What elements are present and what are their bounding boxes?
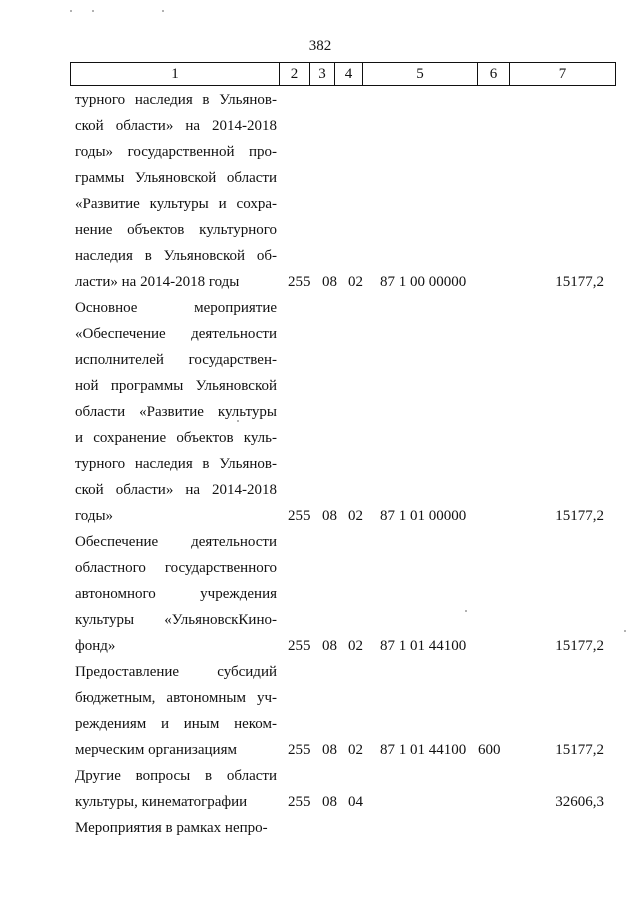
description-line: культуры, кинематографии <box>75 794 248 810</box>
column-header-row <box>71 63 616 86</box>
sum-value: 32606,3 <box>555 794 604 810</box>
page-number: 382 <box>308 38 332 54</box>
description-line: ской области» на 2014-2018 <box>75 118 277 134</box>
column-header-table <box>70 62 616 86</box>
target-article-code: 87 1 00 00000 <box>380 274 467 290</box>
row-description <box>75 763 277 815</box>
column-header-target-code: 5 <box>363 63 478 86</box>
row-description <box>75 87 277 295</box>
description-line: бюджетным, автономным уч- <box>75 690 277 706</box>
description-line: области «Развитие культуры <box>75 404 277 420</box>
description-line: фонд» <box>75 638 116 654</box>
description-line: наследия в Ульяновской об- <box>75 248 277 264</box>
sum-value: 15177,2 <box>555 274 604 290</box>
target-article-code: 87 1 01 44100 <box>380 742 467 758</box>
description-line: ласти» на 2014-2018 годы <box>75 274 240 290</box>
description-line: Предоставление субсидий <box>75 664 277 680</box>
admin-code: 255 <box>288 508 311 524</box>
description-line: годы» <box>75 508 114 524</box>
row-description <box>75 659 277 763</box>
sum-value: 15177,2 <box>555 638 604 654</box>
description-line: «Обеспечение деятельности <box>75 326 277 342</box>
description-line: ской области» на 2014-2018 <box>75 482 277 498</box>
target-article-code: 87 1 01 44100 <box>380 638 467 654</box>
section-code: 08 <box>322 274 337 290</box>
table-row <box>0 529 640 659</box>
column-header-description: 1 <box>71 63 280 86</box>
description-line: годы» государственной про- <box>75 144 277 160</box>
expense-kind-code: 600 <box>478 742 501 758</box>
description-line: Мероприятия в рамках непро- <box>75 820 268 836</box>
description-line: и сохранение объектов куль- <box>75 430 277 446</box>
section-code: 08 <box>322 638 337 654</box>
table-row <box>0 659 640 763</box>
sum-value: 15177,2 <box>555 508 604 524</box>
column-header-sum: 7 <box>510 63 616 86</box>
description-line: Обеспечение деятельности <box>75 534 277 550</box>
column-header-admin: 2 <box>280 63 310 86</box>
description-line: турного наследия в Ульянов- <box>75 92 277 108</box>
subsection-code: 04 <box>348 794 363 810</box>
description-line: областного государственного <box>75 560 277 576</box>
description-line: ной программы Ульяновской <box>75 378 277 394</box>
description-line: мерческим организациям <box>75 742 237 758</box>
scan-speck <box>162 10 164 12</box>
description-line: Другие вопросы в области <box>75 768 277 784</box>
column-header-section: 3 <box>310 63 335 86</box>
description-line: культуры «УльяновскКино- <box>75 612 277 628</box>
admin-code: 255 <box>288 742 311 758</box>
section-code: 08 <box>322 508 337 524</box>
description-line: Основное мероприятие <box>75 300 277 316</box>
column-header-expense-kind: 6 <box>478 63 510 86</box>
table-row <box>0 815 640 841</box>
scan-speck <box>92 10 94 12</box>
subsection-code: 02 <box>348 274 363 290</box>
admin-code: 255 <box>288 638 311 654</box>
sum-value: 15177,2 <box>555 742 604 758</box>
section-code: 08 <box>322 742 337 758</box>
row-description <box>75 815 277 841</box>
target-article-code: 87 1 01 00000 <box>380 508 467 524</box>
scan-speck <box>70 10 72 12</box>
admin-code: 255 <box>288 274 311 290</box>
description-line: исполнителей государствен- <box>75 352 277 368</box>
subsection-code: 02 <box>348 508 363 524</box>
row-description <box>75 295 277 529</box>
description-line: «Развитие культуры и сохра- <box>75 196 277 212</box>
row-description <box>75 529 277 659</box>
scan-speck <box>624 630 626 632</box>
section-code: 08 <box>322 794 337 810</box>
column-header-subsection: 4 <box>335 63 363 86</box>
scan-speck <box>237 420 239 422</box>
table-row <box>0 87 640 295</box>
table-row <box>0 295 640 529</box>
description-line: граммы Ульяновской области <box>75 170 277 186</box>
description-line: реждениям и иным неком- <box>75 716 277 732</box>
description-line: турного наследия в Ульянов- <box>75 456 277 472</box>
admin-code: 255 <box>288 794 311 810</box>
scan-speck <box>465 610 467 612</box>
description-line: нение объектов культурного <box>75 222 277 238</box>
subsection-code: 02 <box>348 638 363 654</box>
subsection-code: 02 <box>348 742 363 758</box>
description-line: автономного учреждения <box>75 586 277 602</box>
table-row <box>0 763 640 815</box>
